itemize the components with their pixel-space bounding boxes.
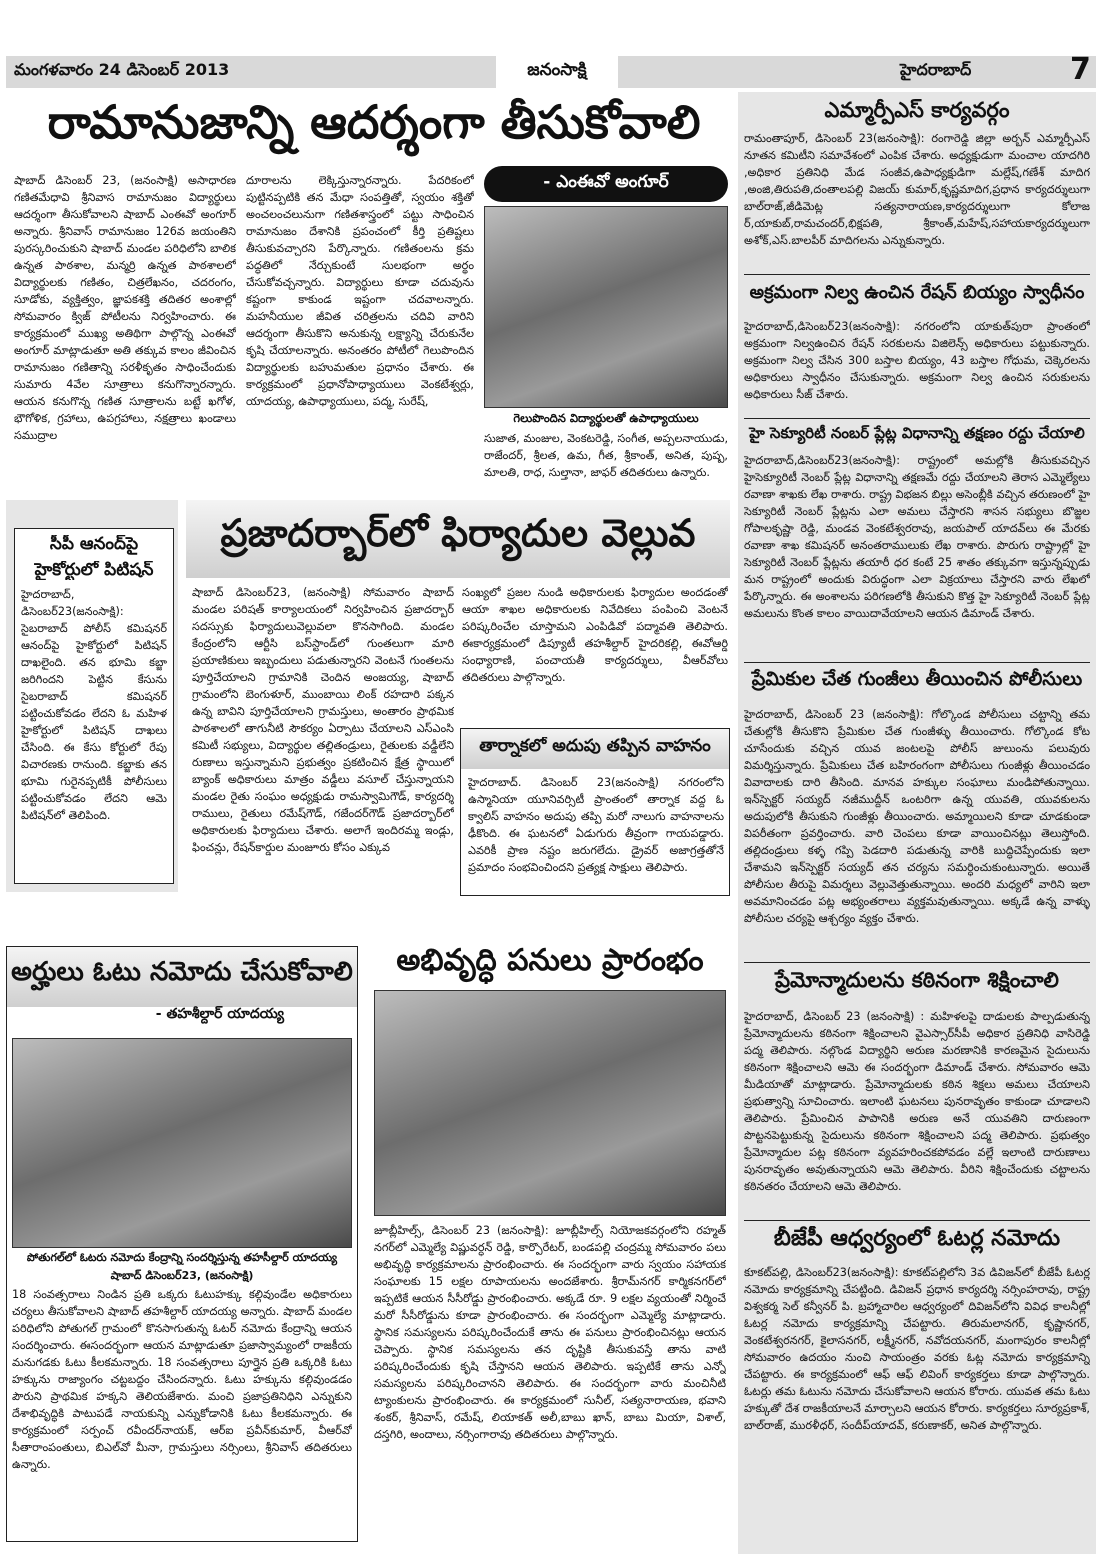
sidebar-story-4-headline: ప్రేమికుల చేత గుంజీలు తీయించిన పోలీసులు [751,668,1083,690]
lead-column-2: దూరాలను లెక్కిస్తున్నారన్నారు. పేదరికంలో పుట్టినప్పటికి తన మేధా సంపత్తితో, స్వయం శక్తితో అంచలంచలునుగా గణితశాస్త్రంలో పట్టు సాధించిన రామానుజం దేశానికి ప్రపంచంలో కీర్తి ప్రతిష్టలు తీసుకువచ్చారని పేర్కొన్నారు. గణితంలను క్రమ పద్ధతిలో నేర్చుకుంటే సులభంగా అర్థం చేసుకోవచ్చన్నారు. విద్యార్థులు కూడా చదువును కష్టంగా కాకుండ ఇష్టంగా చదవాలన్నారు. మహనీయుల జీవిత చరిత్రలను చదివి వారిని ఆదర్శంగా తీసుకొని అనుకున్న లక్ష్యాన్ని చేరుకునేల కృషి చేయాలన్నారు. అనంతరం పోటీలో గెలుపొందిన విద్యార్థులకు బహుమతుల ప్రధానం చేశారు. ఈ కార్యక్రమంలో ప్రధానోపాధ్యాయులు వెంకటేశ్వర్లు, యాదయ్య, ఉపాధ్యాయులు, పద్మ, సురేష్, [246,174,474,409]
divider [744,274,1090,275]
tarnaka-headline: తార్నాకలో అదుపు తప్పిన వాహనం [479,737,711,756]
divider [744,662,1090,663]
students-photo-caption: గెలుపొందిన విద్యార్థులతో ఉపాధ్యాయులు [513,411,699,425]
sidebar-story-5-text: హైదరాబాద్, డిసెంబర్ 23 (జనంసాక్షి) : మహిళలపై దాడులకు పాల్పడుతున్న ప్రేమోన్మాదులను కఠినంగా శిక్షించాలని వైఎస్సార్‌సీపీ అధికార ప్రతినిధి వాసిరెడ్డి పద్మ తెలిపారు. నల్గొండ విద్యార్థిని అరుణ మరణానికి కారణమైన సైదులును కఠినంగా శిక్షించాలని ఆమె ఈ సందర్భంగా డిమాండ్ చేశారు. సోమవారం ఆమె మీడియాతో మాట్లాడారు. ప్రేమోన్మాదులకు కఠిన శిక్షలు అమలు చేయాలని ప్రభుత్వాన్ని సూచించారు. ఇలాంటి ఘటనలు పునరావృతం కాకుండా చూడాలని తెలిపారు. ప్రేమించిన పాపానికి అరుణ అనే యువతిని దారుణంగా పొట్టనపెట్టుకున్న సైదులును కఠినంగా శిక్షించాలని పద్మ తెలిపారు. ప్రభుత్వం ప్రేమోన్మాదుల పట్ల కఠినంగా వ్యవహరించకపోవడం వల్లే ఇలాంటి దారుణాలు పునరావృతం అవుతున్నాయని ఆమె తెలిపారు. వీరిని శిక్షించేందుకు చట్టాలను కఠినతరం చేయాలని ఆమె తెలిపారు. [744,1010,1090,1194]
darbar-column-1: షాబాద్ డిసెంబర్23, (జనంసాక్షి) సోమవారం షాబాద్ మండల పరిషత్ కార్యాలయంలో నిర్వహించిన ప్రజాదర్బార్ సదస్సుకు ఫిర్యాదులువెల్లువలా కొనసాగింది. మండల కేంద్రంలోని ఆర్టీసి బస్‌స్టాండ్‌లో గుంతలుగా మారి ప్రయాణికులు ఇబ్బందులు పడుతున్నారని వెంటనే గుంతలను పూర్తిచేయాలని గ్రామానికి చెందిన అంజయ్య, షాబాద్ గ్రామంలోని బెంగుళూర్, ముంబాయి లింక్ రహదారి పక్కన ఉన్న బావిని పూర్తిచేయాలని గ్రామస్తులు, అంతారం ప్రాథమిక పాఠశాలలో తాగునీటి సౌకర్యం ఏర్పాటు చేయాలని ఎస్‌ఎంసి కమిటీ సభ్యులు, విద్యార్థుల తల్లితండ్రులు, రైతులకు వడ్డీలేని రుణాలు ఇస్తున్నామని ప్రభుత్వం ప్రకటించిన క్షేత్ర స్థాయిలో బ్యాంక్ అధికారులు మాత్రం వడ్డీలు వసూల్ చేస్తున్నాయని మండల రైతు సంఘం అధ్యక్షుడు రామస్వామిగౌడ్, కార్యదర్శి రాములు, రైతులు రమేష్‌గౌడ్, గజేందర్‌గౌడ్ ప్రజాదర్బార్‌లో అధికారులకు ఫిర్యాదులు చేశారు. అలాగే ఇందిరమ్మ ఇండ్లు, ఫించన్లు, రేషన్‌కార్డుల మంజూరు కోసం ఎక్కువ [192,586,454,855]
edition-city: హైదరాబాద్ [900,60,972,79]
left-box-headline-1: సీపీ ఆనంద్‌పై [49,535,139,554]
development-photo [374,990,726,1216]
lead-column-3: సుజాత, మంజుల, వెంకటరెడ్డి, సంగీత, అప్పలనాయుడు, రాజేందర్, శ్రీలత, ఉమ, గీత, శ్రీకాంత్, అనిత, పుష్ప, మాలతి, రాధ, సుల్తానా, జాఫర్ తదితరులు ఉన్నారు. [484,432,728,480]
page-number: 7 [1070,52,1091,87]
voters-byline: - తహశీల్దార్ యాదయ్య [155,1006,284,1022]
darbar-headline: ప్రజాదర్బార్‌లో ఫిర్యాదుల వెల్లువ [220,512,696,555]
voters-text: 18 సంవత్సరాలు నిండిన ప్రతి ఒక్కరు ఓటుహక్కు కల్గివుండేల అధికారులు చర్యలు తీసుకోవాలని షాబాద్ తహశీల్దార్ యాదయ్య అన్నారు. షాబాద్ మండల పరిధిలోని పోతుగల్ గ్రామంలో కొనసాగుతున్న ఓటర్ నమోదు కేంద్రాన్ని ఆయన సందర్శించారు. ఈసందర్భంగా ఆయన మాట్లాడుతూ ప్రజాస్వామ్యంలో రాజకీయ మనుగడకు ఓటు కీలకమన్నారు. 18 సంవత్సరాలు పూర్తైన ప్రతి ఒక్కరికి ఓటు హక్కును రాజ్యాంగం చట్టబద్దం చేసిందన్నారు. ఓటు హక్కును కల్గివుండడం పౌరుని ప్రాథమిక హక్కని తెలియజేశారు. మంచి ప్రజాప్రతినిధిని ఎన్నుకుని దేశాభివృద్ధికి పాటుపడే నాయకున్ని ఎన్నుకోడానికి ఓటు కీలకమన్నారు. ఈ కార్యక్రమంలో సర్పంచ్ రవీందర్‌నాయక్, ఆర్‌ఐ ప్రవీన్‌కుమార్, వీఆర్‌వో సీతారాంపంతులు, బిఎల్‌వో మీనా, గ్రామస్తులు నర్సింలు, శ్రీనివాస్ తదితరులు ఉన్నారు. [12,1288,352,1472]
voter-registration-photo [12,1038,352,1248]
sidebar-story-1-text: రామంతాపూర్, డిసెంబర్ 23(జనంసాక్షి): రంగారెడ్డి జిల్లా అర్బన్ ఎమ్మార్పీఎస్ నూతన కమిటీని సమావేశంలో ఎంపిక చేశారు. అధ్యక్షుడుగా మంచాల యాదగిరి ,అధికార ప్రతినిధి మేడ సంజీవ,ఉపాధ్యక్షుడిగా మల్లేష్,గణేశ్ మాదిగ ,అంజి,తిరుపతి,దంతాలపల్లి విజయ్ కుమార్,కృష్ణమాదిగ,ప్రధాన కార్యదర్శులుగా బాల్‌రాజ్,జీడిమెట్ల సత్యనారాయణ,కార్యదర్శులుగా కోలాజ ర్,యాకుబ్,రామచందర్,భిక్షపతి, శ్రీకాంత్,మహేష్,సహాయకార్యదర్శులుగా అశోక్,ఎస్.బాలపీర్ మాదిగలను ఎన్నుకున్నారు. [744,132,1090,248]
sidebar-story-4-text: హైదరాబాద్, డిసెంబర్ 23 (జనంసాక్షి): గోల్కొండ పోలీసులు చట్టాన్ని తమ చేతుల్లోకి తీసుకొని ప్రేమికుల చేత గుంజీళ్ళు తీయించారు. గోల్కొండ కోట చూసేందుకు వచ్చిన యువ జంటలపై పోలీస్ జులుంను పలువురు విమర్శిస్తున్నారు. ప్రేమికులు చేత బహిరంగంగా పోలీసులు గుంజీళ్లు తీయించడం వివాదాలకు దారి తీసింది. మానవ హక్కుల సంఘాలు మండిపోతున్నాయి. ఇన్‌స్పెక్టర్ సయ్యద్ నజీముద్దీన్ ఒంటరిగా ఉన్న యువతి, యువకులను అదుపులోకి తీసుకుని గుంజీళ్లు తీయించారు. అమ్మాయిలని కూడా చూడకుండా విపరీతంగా ప్రవర్తించారు. వారి చెంపలు కూడా వాయించినట్లు తెలుస్తోంది. తల్లిదండ్రులు కళ్ళ గప్పి పెడదారి పడుతున్న వారికి బుద్ధిచెప్పేందుకు ఇలా చేశామని ఇన్‌స్పెక్టర్ సయ్యద్ తన చర్యను సమర్ధించుకుంటున్నారు. అయితే పోలీసుల తీరుపై విమర్శలు వెల్లువెత్తుతున్నాయి. అందరి మధ్యలో వారిని ఇలా అవమానించడం పట్ల అభ్యంతరాలు వ్యక్తమవుతున్నాయి. అక్కడే ఉన్న వాళ్ళు పోలీసుల చర్యపై ఆశ్చర్యం వ్యక్తం చేశారు. [744,708,1090,926]
sidebar-story-2-headline: అక్రమంగా నిల్వ ఉంచిన రేషన్ బియ్యం స్వాధీనం [749,282,1085,303]
sidebar-story-2-text: హైదరాబాద్,డిసెంబర్23(జనంసాక్షి): నగరంలోని యాకుత్‌పురా ప్రాంతంలో అక్రమంగా నిల్వఉంచిన రేషన్ సరకులను విజిలెన్స్ అధికారులు పట్టుకున్నారు. అక్రమంగా నిల్వ చేసిన 300 బస్తాల బియ్యం, 43 బస్తాల గోధుమ, చెక్కెరలను అధికారులు స్వాధీనం చేసుకున్నారు. అక్రమంగా నిల్వ ఉంచిన సరుకులను అధికారులు సీజ్ చేశారు. [744,320,1090,402]
divider [744,418,1090,419]
left-box-headline-2: హైకోర్టులో పిటిషన్ [34,560,154,580]
students-photo [484,206,728,408]
development-headline: అభివృద్ధి పనులు ప్రారంభం [396,944,704,978]
lead-headline: రామానుజాన్ని ఆదర్శంగా తీసుకోవాలి [47,96,701,149]
voters-headline: అర్హులు ఓటు నమోదు చేసుకోవాలి [11,958,353,987]
sidebar-story-3-text: హైదరాబాద్,డిసెంబర్23(జనంసాక్షి): రాష్ట్రంలో అమల్లోకి తీసుకువచ్చిన హైసెక్యూరిటీ నెంబర్ ప్లేట్ల విధానాన్ని తక్షణమే రద్దు చేయాలని తెరాస ఎమ్మెల్యేలు రవాణా శాఖకు లేఖ రాశారు. రాష్ట్ర విభజన బిల్లు అసెంబ్లీకి వచ్చిన తరుణంలో హై సెక్యూరిటీ నెంబర్ ప్లేట్లను ఎలా అమలు చేస్తారని శాసన సభ్యులు బొజ్జల గోపాలకృష్ణా రెడ్డి, మండవ వెంకటేశ్వరరావు, జయపాల్ యాదవ్‌లు ఈ మేరకు రవాణా శాఖ కమిషనర్ అనంతరాములుకు లేఖ రాశారు. పొరుగు రాష్ట్రాల్లో హై సెక్యూరిటీ నెంబర్ ప్లేట్లను తయారీ ధర కంటే 25 శాతం తక్కువగా ఇస్తున్నప్పుడు మన రాష్ట్రంలో అందుకు విరుద్ధంగా ఎలా విక్రయాలు చేస్తారని వారు లేఖలో పేర్కొన్నారు. ఈ అంశాలను పరిగణలోకి తీసుకుని కొత్త హై సెక్యూరిటీ నెంబర్ ప్లేట్ల అమలును కొంత కాలం వాయిదావేయాలని ఆయన డిమాండ్ చేశారు. [744,454,1090,621]
issue-date: మంగళవారం 24 డిసెంబర్ 2013 [14,60,230,79]
voters-photo-caption: పోతుగల్‌లో ఓటరు నమోదు కేంద్రాన్ని సందర్శిస్తున్న తహసీల్దార్ యాదయ్య [26,1251,338,1264]
sidebar-story-3-headline: హై సెక్యూరిటీ నంబర్ ప్లేట్ల విధానాన్ని తక్షణం రద్దు చేయాలి [749,424,1085,442]
sidebar-story-1-headline: ఎమ్మార్పీఎస్ కార్యవర్గం [824,98,1010,122]
development-text: జూబ్లీహిల్స్, డిసెంబర్ 23 (జనంసాక్షి): జూబ్లీహిల్స్ నియోజకవర్గంలోని రహ్మత్ నగర్‌లో ఎమ్మెల్యే విష్ణువర్ధన్ రెడ్డి, కార్పొరేటర్, బండపల్లి చంద్రమ్మ సోమవారం పలు అభివృద్ధి కార్యక్రమాలను ప్రారంభించారు. ఈ సందర్భంగా వారు స్వయం సహాయక సంఘాలకు 15 లక్షల రూపాయలను అందజేశారు. శ్రీరామ్‌నగర్ కార్మికనగర్‌లో ఇప్పటికే ఆయన సీసీరోడ్డు ప్రారంభించారు. అక్కడే రూ. 9 లక్షల వ్యయంతో నిర్మించే మరో సీసీరోడ్డును కూడా ప్రారంభించారు. ఈ సందర్భంగా ఎమ్మెల్యే మాట్లాడారు. స్థానిక సమస్యలను పరిష్కరించేందుకే తాను ఈ పనులు ప్రారంభించినట్లు ఆయన చెప్పారు. స్థానిక సమస్యలను తన దృష్టికి తీసుకువస్తే తాను వాటి పరిష్కరించేందుకు కృషి చేస్తానని ఆయన తెలిపారు. ఇప్పటికే తాను ఎన్నో సమస్యలను పరిష్కరించానని తెలిపారు. ఈ సందర్భంగా వారు మంచినీటి ట్యాంకులను ప్రారంభించారు. ఈ కార్యక్రమంలో సునీల్, సత్యనారాయణ, భవాని శంకర్, శ్రీనివాస్, రమేష్, లియాకత్ అలీ,బాబు ఖాన్, బాబు మియా, విశాల్, దస్తగిరి, అందాలు, నర్సింగారావు తదితరులు పాల్గొన్నారు. [374,1224,726,1442]
divider [744,1220,1090,1221]
darbar-column-2: సంఖ్యలో ప్రజల నుండి అధికారులకు ఫిర్యాదుల అందడంతో ఆయా శాఖల అధికారులకు నివేదికలు పంపించి వెంటనే పరిష్కరించేల చూస్తామని ఎంపిడివో పద్మావతి తెలిపారు. ఈకార్యక్రమంలో డిప్యూటీ తహశీల్దార్ హైదరికల్లి, ఈవోఆర్డి సంధ్యారాణి, పంచాయతీ కార్యదర్శులు, వీఆర్‌వోలు తదితరులు పాల్గొన్నారు. [462,586,728,685]
lead-column-1: షాబాద్ డిసెంబర్ 23, (జనంసాక్షి) అసాధారణ గణితమేధావి శ్రీనివాస రామానుజం విద్యార్థులు ఆదర్శంగా తీసుకోవాలని షాబాద్ ఎంఈవో అంగూర్ అన్నారు. శ్రీనివాస్ రామానుజం 126వ జయంతిని పురస్కరించుకుని షాబాద్ మండల పరిధిలోని బాలిక ఉన్నత పాఠశాల, మన్మర్రి ఉన్నత పాఠశాలలో విద్యార్థులకు గణితం, చిత్రలేఖనం, చదరంగం, సూడోకు, వ్యక్తిత్వం, జ్ఞాపకశక్తి తదితర అంశాల్లో సోమవారం క్విజ్ పోటీలను నిర్వహించారు. ఈ కార్యక్రమంలో ముఖ్య అతిథిగా పాల్గొన్న ఎంఈవో అంగూర్ మాట్లాడుతూ అతి తక్కువ కాలం జీవించిన రామానుజం గణితాన్ని సరళీకృతం సాధించేందుకు సుమారు 4వేల సూత్రాలు కనుగొన్నారన్నారు. ఆయన కనుగొన్న గణిత సూత్రాలను బట్టే ఖగోళ, భౌగోళిక, గ్రహాలు, ఉపగ్రహాలు, నక్షత్రాలు ఖండాలు సముద్రాల [14,174,236,443]
divider [744,962,1090,963]
sidebar-story-5-headline: ప్రేమోన్మాదులను కఠినంగా శిక్షించాలి [775,968,1059,992]
voters-dateline: షాబాద్ డిసెంబర్23, (జనంసాక్షి) [110,1269,254,1282]
lead-byline: - ఎంఈవో అంగూర్ [484,166,728,202]
sidebar-story-6-headline: బీజేపీ ఆధ్వర్యంలో ఓటర్ల నమోదు [773,1226,1061,1251]
sidebar-story-6-text: కూకట్‌పల్లి, డిసెంబర్23(జనంసాక్షి): కూకట్‌పల్లిలోని 3వ డివిజన్‌లో బీజేపీ ఓటర్ల నమోదు కార్యక్రమాన్ని చేపట్టింది. డివిజన్ ప్రధాన కార్యదర్శి నర్సింహరావు, రాష్ట్ర విశ్వకర్మ సెల్ కన్వీనర్ పి. బ్రహ్మాచారిల ఆధ్వర్యంలో దివిజన్‌లోని వివిధ కాలనీల్లో ఓటర్ల నమోదు కార్యక్రమాన్ని చేపట్టారు. తిరుమలానగర్, కృష్ణానగర్, వెంకటేశ్వరనగర్, కైలాసనగర్, లక్ష్మీనగర్, నవోదయనగర్, మంగాపురం కాలనీల్లో సోమవారం ఉదయం నుంచి సాయంత్రం వరకు ఓట్ల నమోదు కార్యక్రమాన్ని చేపట్టారు. ఈ కార్యక్రమంలో ఆఫ్ ఆఫ్ లివింగ్ కార్యకర్తలు కూడా పాల్గొన్నారు. ఓటర్లు తమ ఓటును నమోదు చేసుకోవాలని ఆయన కోరారు. యువత తమ ఓటు హక్కుతో దేశ రాజకీయాలనే మార్చాలని ఆయన కోరారు. కార్యకర్తలు సూర్యప్రకాశ్, బాల్‌రాజ్, మురళీధర్, సందీప్‌యాదవ్, కరుణాకర్, అనిత పాల్గొన్నారు. [744,1266,1090,1433]
tarnaka-text: హైదరాబాద్. డిసెంబర్ 23(జనంసాక్షి) నగరంలోని ఉస్మానియా యూనివర్సిటీ ప్రాంతంలో తార్నాక వద్ద ఓ క్వాలిస్ వాహనం అదుపు తప్పి మరో నాలుగు వాహనాలను ఢీకొంది. ఈ ఘటనలో ఏడుగురు తీవ్రంగా గాయపడ్డారు. ఎవరికీ ప్రాణ నష్టం జరుగలేదు. డ్రైవర్ అజాగ్రత్తతోనే ప్రమాదం సంభవించిందని ప్రత్యక్ష సాక్షులు తెలిపారు. [468,776,724,875]
newspaper-logo: జనంసాక్షి [496,56,618,88]
left-box [14,528,174,884]
left-box-text: హైదరాబాద్, డిసెంబర్23(జనంసాక్షి): సైబరాబాద్ పోలీస్ కమిషనర్ ఆనంద్‌పై హైకోర్టులో పిటిషన్ దాఖలైంది. తన భూమి కబ్జా జరిగిందని పెట్టిన కేసును సైబరాబాద్ కమిషనర్ పట్టించుకోవడం లేదని ఓ మహిళ హైకోర్టులో పిటిషన్ దాఖలు చేసింది. ఈ కేసు కోర్టులో రేపు విచారణకు రానుంది. కబ్జాకు తన భూమి గురైనప్పటికీ పోలీసులు పట్టించుకోవడం లేదని ఆమె పిటిషన్‌లో తెలిపింది. [21,588,167,823]
